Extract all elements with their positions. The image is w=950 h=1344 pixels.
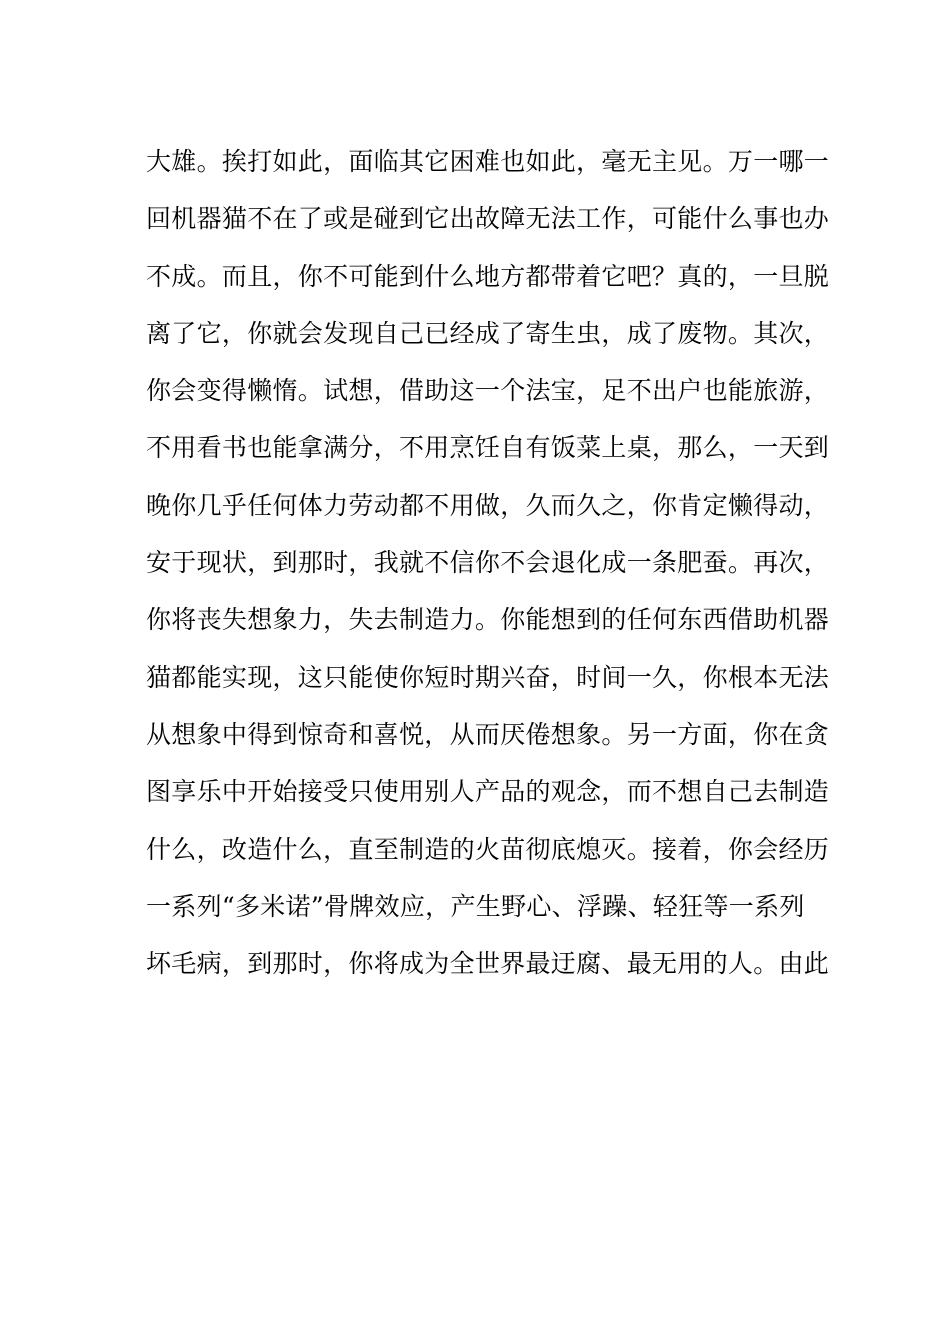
text-line: 你将丧失想象力，失去制造力。你能想到的任何东西借助机器 (146, 605, 830, 635)
text-line: 什么，改造什么，直至制造的火苗彻底熄灭。接着，你会经历 (146, 834, 830, 864)
body-text (146, 133, 830, 992)
text-line: 一系列“多米诺”骨牌效应，产生野心、浮躁、轻狂等一系列 (146, 891, 805, 921)
text-line: 你会变得懒惰。试想，借助这一个法宝，足不出户也能旅游， (146, 376, 830, 406)
text-line: 回机器猫不在了或是碰到它出故障无法工作，可能什么事也办 (146, 204, 830, 234)
text-line: 不成。而且，你不可能到什么地方都带着它吧？真的，一旦脱 (146, 261, 830, 291)
text-line: 大雄。挨打如此，面临其它困难也如此，毫无主见。万一哪一 (146, 147, 830, 176)
text-line: 离了它，你就会发现自己已经成了寄生虫，成了废物。其次， (146, 318, 830, 348)
text-line: 晚你几乎任何体力劳动都不用做，久而久之，你肯定懒得动， (146, 490, 830, 520)
text-line: 不用看书也能拿满分，不用烹饪自有饭菜上桌，那么，一天到 (146, 433, 830, 463)
text-line: 图享乐中开始接受只使用别人产品的观念，而不想自己去制造 (146, 777, 830, 807)
text-line: 坏毛病，到那时，你将成为全世界最迂腐、最无用的人。由此 (146, 949, 830, 979)
text-line: 安于现状，到那时，我就不信你不会退化成一条肥蚕。再次， (146, 548, 830, 578)
text-line: 猫都能实现，这只能使你短时期兴奋，时间一久，你根本无法 (146, 662, 830, 692)
text-line: 从想象中得到惊奇和喜悦，从而厌倦想象。另一方面，你在贪 (146, 719, 830, 749)
